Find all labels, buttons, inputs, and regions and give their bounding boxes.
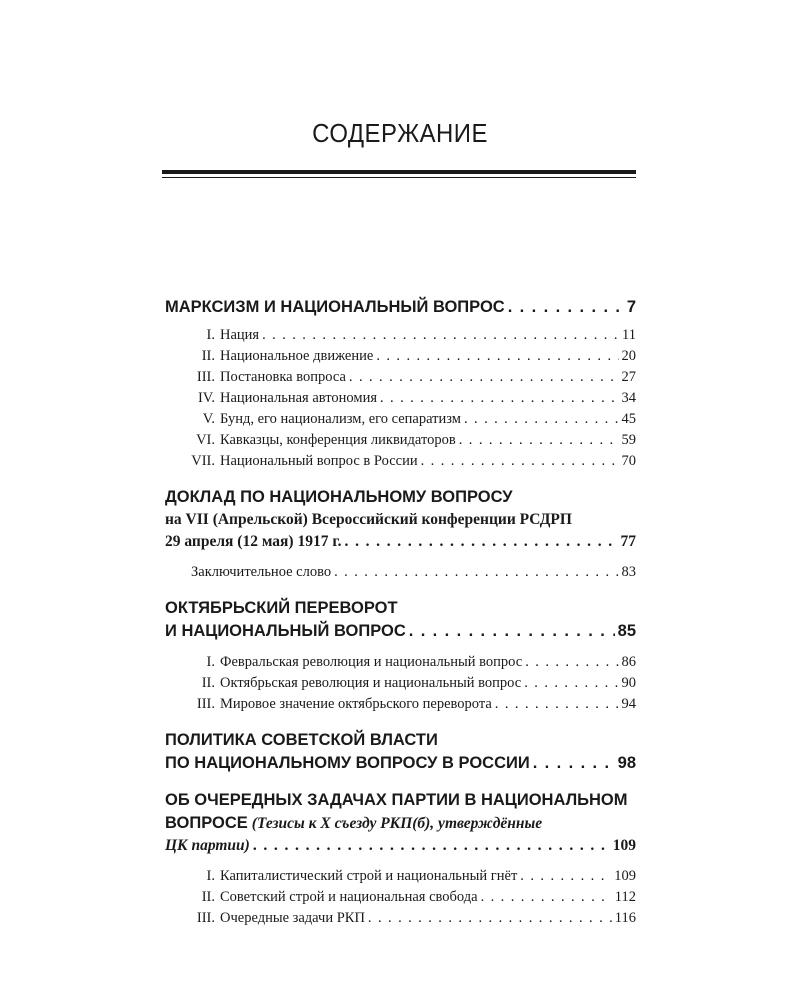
toc-section-heading[interactable] xyxy=(165,620,636,643)
page-number: 34 xyxy=(621,390,636,406)
item-title: Нация xyxy=(220,327,260,343)
page-number: 59 xyxy=(621,432,636,448)
page-number: 20 xyxy=(621,348,636,364)
toc-item[interactable] xyxy=(165,562,636,583)
item-number: II. xyxy=(201,889,215,905)
section-title[interactable]: ПОЛИТИКА СОВЕТСКОЙ ВЛАСТИ xyxy=(165,731,438,749)
section-title[interactable]: ОБ ОЧЕРЕДНЫХ ЗАДАЧАХ ПАРТИИ В НАЦИОНАЛЬНОМ xyxy=(165,791,628,809)
item-title: Очередные задачи РКП xyxy=(220,910,365,926)
item-number: III. xyxy=(196,910,215,926)
item-title: Бунд, его национализм, его сепаратизм xyxy=(220,411,461,427)
toc-item[interactable] xyxy=(165,409,636,430)
leader-dots xyxy=(380,388,619,409)
item-number: IV. xyxy=(197,390,215,406)
leader-dots xyxy=(409,620,615,643)
page-number: 83 xyxy=(621,564,636,580)
page-number: 112 xyxy=(614,889,636,905)
item-title: Февральская революция и национальный вопрос xyxy=(220,654,523,670)
page-number: 94 xyxy=(621,696,636,712)
leader-dots xyxy=(464,409,619,430)
toc-section xyxy=(165,486,636,583)
item-number: III. xyxy=(196,369,215,385)
section-note: ЦК партии) xyxy=(165,837,250,854)
toc-section-heading[interactable] xyxy=(165,531,636,553)
toc-section-heading[interactable] xyxy=(165,835,636,857)
leader-dots xyxy=(520,866,611,887)
leader-dots xyxy=(345,531,618,553)
page-number: 109 xyxy=(612,837,636,854)
toc-item[interactable] xyxy=(165,430,636,451)
section-note: (Тезисы к X съезду РКП(б), утверждённые xyxy=(251,815,543,832)
section-title-tail: ВОПРОСЕ xyxy=(165,814,248,832)
table-of-contents xyxy=(165,296,636,929)
toc-section xyxy=(165,789,636,929)
toc-item[interactable] xyxy=(165,694,636,715)
toc-item[interactable] xyxy=(165,673,636,694)
page-number: 27 xyxy=(621,369,636,385)
item-number: V. xyxy=(202,411,215,427)
toc-item[interactable] xyxy=(165,388,636,409)
page-number: 11 xyxy=(622,327,636,343)
section-subtitle: 29 апреля (12 мая) 1917 г. xyxy=(165,533,342,550)
page-number: 116 xyxy=(614,910,636,926)
leader-dots xyxy=(533,752,615,775)
toc-item[interactable] xyxy=(165,887,636,908)
leader-dots xyxy=(508,296,624,319)
toc-item[interactable] xyxy=(165,346,636,367)
leader-dots xyxy=(334,562,618,583)
toc-section xyxy=(165,729,636,775)
leader-dots xyxy=(459,430,619,451)
heading-rule-thin xyxy=(162,177,636,178)
item-title: Октябрьская революция и национальный вопрос xyxy=(220,675,522,691)
leader-dots xyxy=(421,451,619,472)
section-title: МАРКСИЗМ И НАЦИОНАЛЬНЫЙ ВОПРОС xyxy=(165,298,505,316)
item-title: Заключительное слово xyxy=(191,564,332,580)
item-title: Национальный вопрос в России xyxy=(220,453,418,469)
page-number: 90 xyxy=(621,675,636,691)
toc-item[interactable] xyxy=(165,908,636,929)
heading-rule-thick xyxy=(162,170,636,174)
item-title: Мировое значение октябрьского переворота xyxy=(220,696,492,712)
leader-dots xyxy=(349,367,619,388)
page-number: 7 xyxy=(626,298,636,316)
toc-item[interactable] xyxy=(165,451,636,472)
page-number: 85 xyxy=(617,622,636,640)
section-title: ПО НАЦИОНАЛЬНОМУ ВОПРОСУ В РОССИИ xyxy=(165,754,530,772)
item-title: Национальная автономия xyxy=(220,390,377,406)
leader-dots xyxy=(376,346,618,367)
item-number: I. xyxy=(206,654,215,670)
section-title[interactable]: ДОКЛАД ПО НАЦИОНАЛЬНОМУ ВОПРОСУ xyxy=(165,488,513,506)
leader-dots xyxy=(525,652,618,673)
item-title: Советский строй и национальная свобода xyxy=(220,889,478,905)
item-number: II. xyxy=(201,675,215,691)
contents-heading: СОДЕРЖАНИЕ xyxy=(312,118,488,148)
item-number: II. xyxy=(201,348,215,364)
leader-dots xyxy=(481,887,612,908)
page-number: 77 xyxy=(620,533,636,550)
toc-section xyxy=(165,296,636,472)
item-number: I. xyxy=(206,868,215,884)
page-number: 109 xyxy=(614,868,636,884)
toc-section-heading[interactable] xyxy=(165,296,636,319)
item-title: Капиталистический строй и национальный гнёт xyxy=(220,868,518,884)
item-title: Постановка вопроса xyxy=(220,369,346,385)
toc-item[interactable] xyxy=(165,367,636,388)
toc-item[interactable] xyxy=(165,325,636,346)
item-title: Национальное движение xyxy=(220,348,374,364)
item-title: Кавказцы, конференция ликвидаторов xyxy=(220,432,456,448)
page-number: 70 xyxy=(621,453,636,469)
item-number: VII. xyxy=(191,453,215,469)
page-number: 45 xyxy=(621,411,636,427)
leader-dots xyxy=(262,325,619,346)
leader-dots xyxy=(524,673,618,694)
item-number: I. xyxy=(206,327,215,343)
leader-dots xyxy=(495,694,619,715)
item-number: VI. xyxy=(196,432,215,448)
section-title: И НАЦИОНАЛЬНЫЙ ВОПРОС xyxy=(165,622,406,640)
leader-dots xyxy=(368,908,612,929)
item-number: III. xyxy=(196,696,215,712)
toc-item[interactable] xyxy=(165,866,636,887)
leader-dots xyxy=(253,835,610,857)
section-title[interactable]: ОКТЯБРЬСКИЙ ПЕРЕВОРОТ xyxy=(165,599,398,617)
toc-section xyxy=(165,597,636,715)
page-number: 86 xyxy=(621,654,636,670)
toc-section-heading[interactable] xyxy=(165,752,636,775)
section-subtitle: на VII (Апрельской) Всероссийский конференции РСДРП xyxy=(165,511,572,528)
toc-item[interactable] xyxy=(165,652,636,673)
page-number: 98 xyxy=(617,754,636,772)
